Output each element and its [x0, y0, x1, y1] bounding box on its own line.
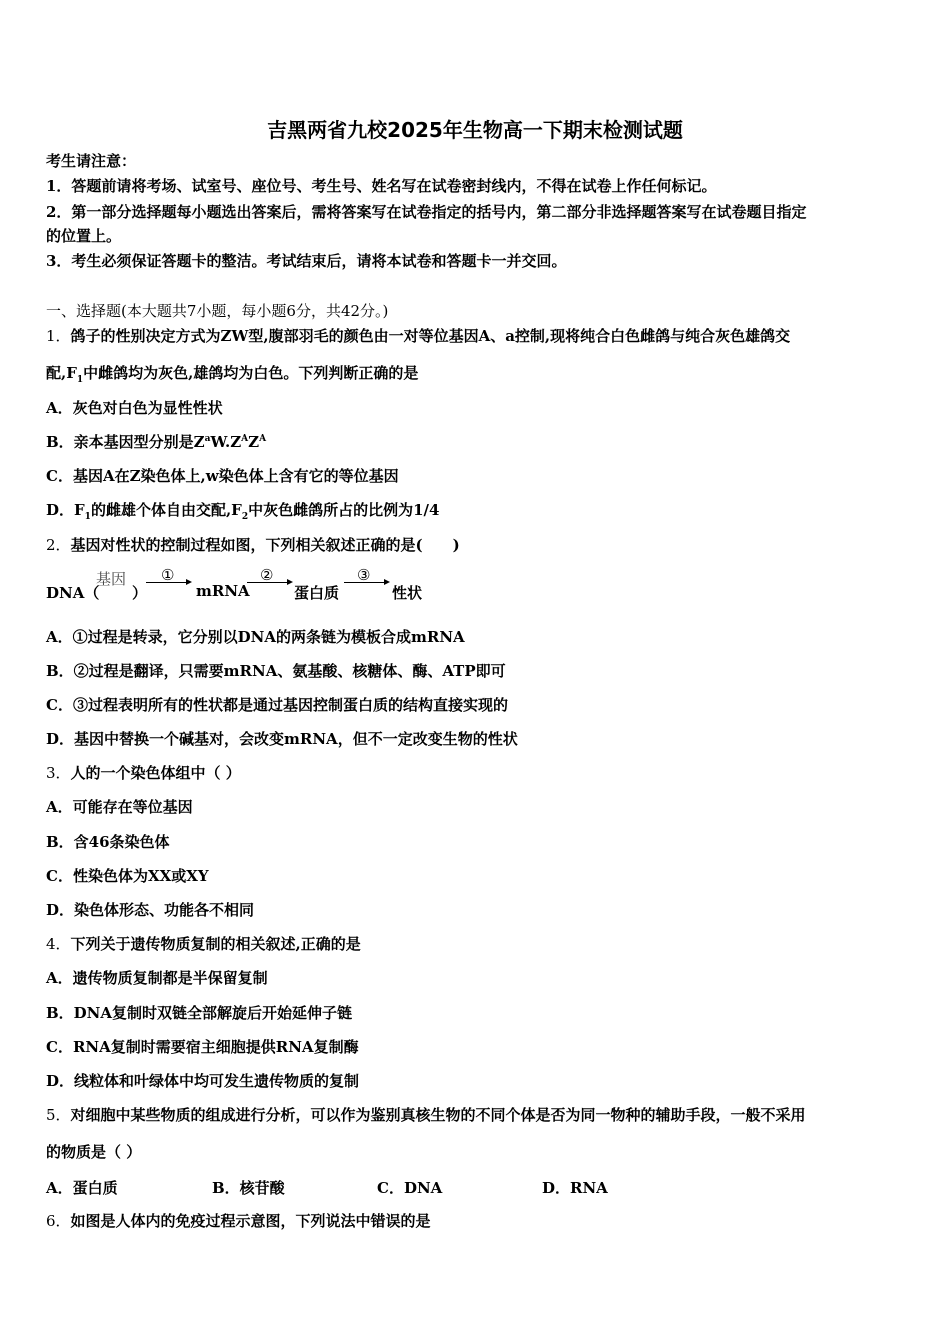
question-3-option-b: B．含46条染色体 [46, 833, 170, 851]
flow-trait: 性状 [392, 584, 423, 602]
notice-heading: 考生请注意： [46, 152, 137, 170]
question-number: 5． [46, 1106, 71, 1124]
question-1-stem-cont: 配$,F_1$中雌鸽均为灰色,雄鸽均为白色。下列判断正确的是 [46, 364, 419, 385]
question-3-option-c: C．性染色体为XX或XY [46, 867, 209, 885]
question-1-option-b: B．亲本基因型分别是$Z^aW.Z^AZ^A$ [46, 433, 267, 451]
question-6-stem: 6．如图是人体内的免疫过程示意图，下列说法中错误的是 [46, 1212, 431, 1230]
flow-dna: DNA（ [46, 584, 100, 602]
section-heading: 一、选择题(本大题共7小题，每小题6分，共42分。) [46, 302, 389, 320]
page-title: 吉黑两省九校2025年生物高一下期末检测试题 [267, 118, 683, 142]
notice-item: 3．考生必须保证答题卡的整洁。考试结束后，请将本试卷和答题卡一并交回。 [46, 252, 567, 270]
question-3-stem: 3．人的一个染色体组中（ ） [46, 764, 241, 782]
question-number: 6． [46, 1212, 71, 1230]
flow-arrow-2 [247, 582, 291, 583]
flow-protein: 蛋白质 [294, 584, 340, 602]
question-3-option-a: A．可能存在等位基因 [46, 798, 193, 816]
question-4-option-a: A．遗传物质复制都是半保留复制 [46, 969, 268, 987]
question-4-option-c: C．RNA复制时需要宿主细胞提供RNA复制酶 [46, 1038, 359, 1056]
question-number: 3． [46, 764, 71, 782]
question-1-option-a: A．灰色对白色为显性性状 [46, 399, 223, 417]
question-1-option-c: C．基因A在Z染色体上,w染色体上含有它的等位基因 [46, 467, 399, 485]
flow-step-2: ② [260, 566, 274, 584]
question-5-stem-cont: 的物质是（ ） [46, 1143, 142, 1161]
flow-close-paren: ） [132, 584, 148, 602]
question-4-option-b: B．DNA复制时双链全部解旋后开始延伸子链 [46, 1004, 353, 1022]
flow-step-1: ① [161, 566, 175, 584]
notice-item: 2．第一部分选择题每小题选出答案后，需将答案写在试卷指定的括号内，第二部分非选择题答案写在试卷题目指定 [46, 203, 807, 221]
question-5-option-a: A．蛋白质 [46, 1179, 118, 1197]
question-1-option-d: D．$F_1$的雌雄个体自由交配$,F_2$中灰色雌鸽所占的比例为1/4 [46, 501, 440, 522]
flow-arrow-1 [146, 582, 190, 583]
question-number: 2． [46, 536, 71, 554]
flow-gene: 基因 [96, 570, 127, 588]
question-2-option-d: D．基因中替换一个碱基对，会改变mRNA，但不一定改变生物的性状 [46, 730, 518, 748]
question-2-stem: 2．基因对性状的控制过程如图，下列相关叙述正确的是( ) [46, 536, 460, 554]
question-1-stem: 1．鸽子的性别决定方式为ZW型,腹部羽毛的颜色由一对等位基因A、a控制,现将纯合白色雌鸽与纯合灰色雄鸽交 [46, 327, 791, 345]
question-5-stem: 5．对细胞中某些物质的组成进行分析，可以作为鉴别真核生物的不同个体是否为同一物种的辅助手段，一般不采用 [46, 1106, 806, 1124]
question-4-option-d: D．线粒体和叶绿体中均可发生遗传物质的复制 [46, 1072, 360, 1090]
question-number: 4． [46, 935, 71, 953]
question-2-option-a: A．①过程是转录，它分别以DNA的两条链为模板合成mRNA [46, 628, 465, 646]
flow-mrna: mRNA [196, 582, 250, 600]
question-4-stem: 4．下列关于遗传物质复制的相关叙述,正确的是 [46, 935, 361, 953]
notice-item: 1．答题前请将考场、试室号、座位号、考生号、姓名写在试卷密封线内，不得在试卷上作任何标记。 [46, 177, 717, 195]
notice-item: 的位置上。 [46, 227, 122, 245]
question-3-option-d: D．染色体形态、功能各不相同 [46, 901, 255, 919]
flow-arrow-3 [344, 582, 388, 583]
question-5-option-b: B．核苷酸 [212, 1179, 285, 1197]
gene-expression-flow-diagram [46, 566, 646, 606]
question-5-option-c: C．DNA [377, 1179, 443, 1197]
flow-step-3: ③ [357, 566, 371, 584]
question-5-option-d: D．RNA [542, 1179, 608, 1197]
question-number: 1． [46, 327, 71, 345]
question-2-option-b: B．②过程是翻译，只需要mRNA、氨基酸、核糖体、酶、ATP即可 [46, 662, 506, 680]
question-2-option-c: C．③过程表明所有的性状都是通过基因控制蛋白质的结构直接实现的 [46, 696, 508, 714]
